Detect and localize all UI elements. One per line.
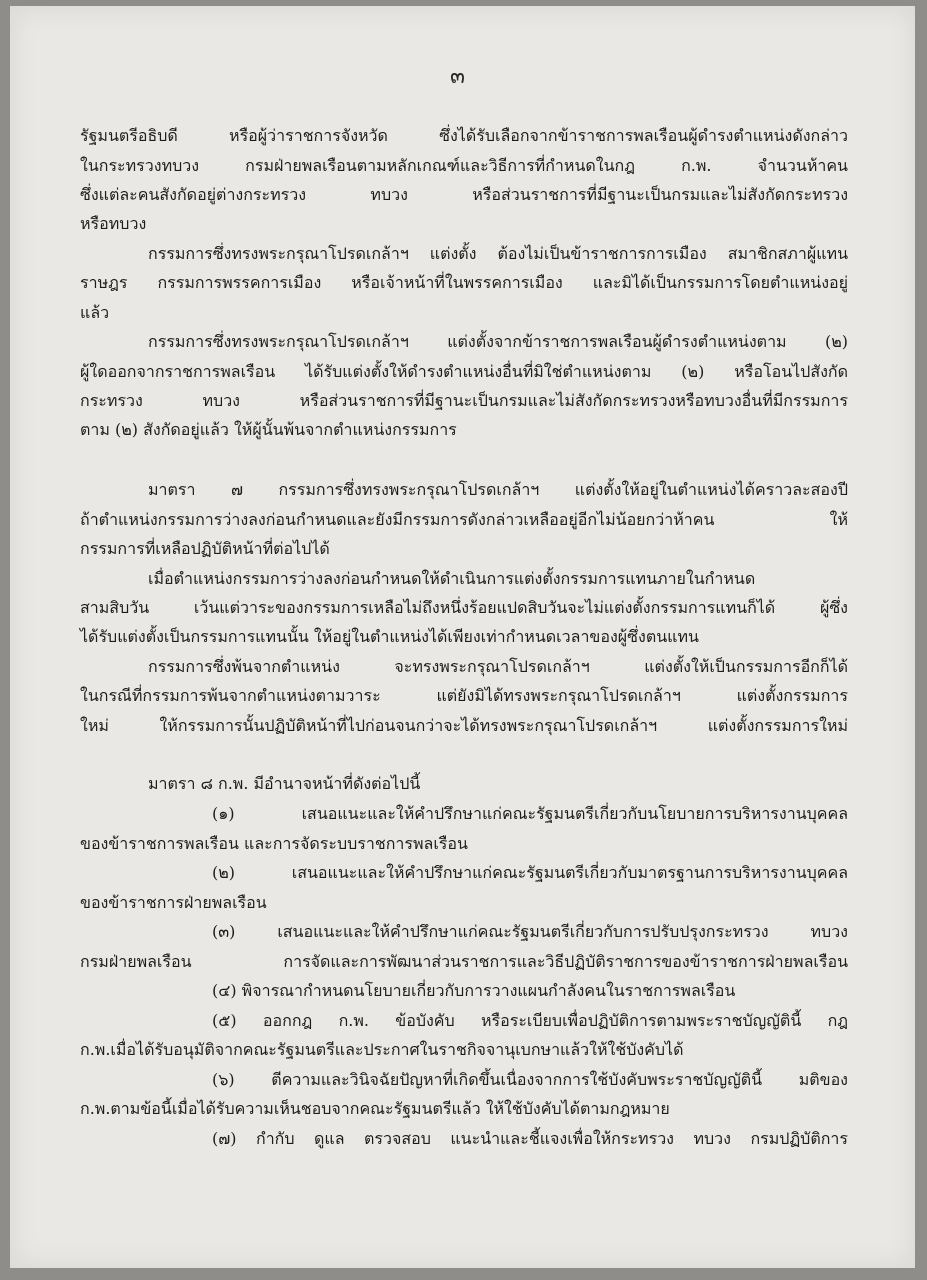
text-line: ของข้าราชการพลเรือน และการจัดระบบราชการพลเรือน bbox=[80, 834, 468, 853]
text-line: ใหม่ ให้กรรมการนั้นปฏิบัติหน้าที่ไปก่อนจนกว่าจะได้ทรงพระกรุณาโปรดเกล้าฯ แต่งตั้งกรรมการใหม่ bbox=[80, 716, 848, 735]
text-line: ตาม (๒) สังกัดอยู่แล้ว ให้ผู้นั้นพ้นจากตำแหน่งกรรมการ bbox=[80, 420, 457, 439]
text-line: หรือทบวง bbox=[80, 214, 147, 233]
text-line: กรรมการที่เหลือปฏิบัติหน้าที่ต่อไปได้ bbox=[80, 539, 330, 558]
page-number: ๓ bbox=[450, 64, 466, 89]
text-line: ในกระทรวงทบวง กรมฝ่ายพลเรือนตามหลักเกณฑ์และวิธีการที่กำหนดในกฎ ก.พ. จำนวนห้าคน bbox=[80, 156, 848, 175]
text-line: กรรมการซึ่งทรงพระกรุณาโปรดเกล้าฯ แต่งตั้งจากข้าราชการพลเรือนผู้ดำรงตำแหน่งตาม (๒) bbox=[148, 332, 848, 351]
text-line: (๖) ตีความและวินิจฉัยปัญหาที่เกิดขึ้นเนื่องจากการใช้บังคับพระราชบัญญัตินี้ มติของ bbox=[212, 1070, 848, 1089]
text-line: (๕) ออกกฎ ก.พ. ข้อบังคับ หรือระเบียบเพื่อปฏิบัติการตามพระราชบัญญัตินี้ กฎ bbox=[212, 1011, 848, 1030]
text-line: ก.พ.ตามข้อนี้เมื่อได้รับความเห็นชอบจากคณะรัฐมนตรีแล้ว ให้ใช้บังคับได้ตามกฎหมาย bbox=[80, 1099, 670, 1118]
text-line: ของข้าราชการฝ่ายพลเรือน bbox=[80, 893, 267, 912]
text-line: (๓) เสนอแนะและให้คำปรึกษาแก่คณะรัฐมนตรีเกี่ยวกับการปรับปรุงกระทรวง ทบวง bbox=[212, 922, 848, 941]
text-line: ได้รับแต่งตั้งเป็นกรรมการแทนนั้น ให้อยู่ในตำแหน่งได้เพียงเท่ากำหนดเวลาของผู้ซึ่งตนแทน bbox=[80, 627, 699, 646]
text-line: แล้ว bbox=[80, 303, 110, 322]
text-line: มาตรา ๘ ก.พ. มีอำนาจหน้าที่ดังต่อไปนี้ bbox=[148, 774, 421, 793]
text-line: มาตรา ๗ กรรมการซึ่งทรงพระกรุณาโปรดเกล้าฯ แต่งตั้งให้อยู่ในตำแหน่งได้คราวละสองปี bbox=[148, 480, 848, 499]
text-line: ซึ่งแต่ละคนสังกัดอยู่ต่างกระทรวง ทบวง หรือส่วนราชการที่มีฐานะเป็นกรมและไม่สังกัดกระทรวง bbox=[80, 185, 848, 204]
text-line: (๒) เสนอแนะและให้คำปรึกษาแก่คณะรัฐมนตรีเกี่ยวกับมาตรฐานการบริหารงานบุคคล bbox=[212, 863, 848, 882]
text-line: ก.พ.เมื่อได้รับอนุมัติจากคณะรัฐมนตรีและประกาศในราชกิจจานุเบกษาแล้วให้ใช้บังคับได้ bbox=[80, 1040, 684, 1059]
text-line: ถ้าตำแหน่งกรรมการว่างลงก่อนกำหนดและยังมีกรรมการดังกล่าวเหลืออยู่อีกไม่น้อยกว่าห้าคน ให้ bbox=[80, 510, 848, 529]
text-line: กรรมการซึ่งพ้นจากตำแหน่ง จะทรงพระกรุณาโปรดเกล้าฯ แต่งตั้งให้เป็นกรรมการอีกก็ได้ bbox=[148, 657, 848, 676]
text-line: กรรมการซึ่งทรงพระกรุณาโปรดเกล้าฯ แต่งตั้ง ต้องไม่เป็นข้าราชการการเมือง สมาชิกสภาผู้แทน bbox=[148, 244, 848, 263]
text-line: (๔) พิจารณากำหนดนโยบายเกี่ยวกับการวางแผนกำลังคนในราชการพลเรือน bbox=[212, 981, 736, 1000]
text-line: ผู้ใดออกจากราชการพลเรือน ได้รับแต่งตั้งให้ดำรงตำแหน่งอื่นที่มิใช่ตำแหน่งตาม (๒) หรือโอนไปสังกัด bbox=[80, 362, 848, 381]
text-line: ในกรณีที่กรรมการพ้นจากตำแหน่งตามวาระ แต่ยังมิได้ทรงพระกรุณาโปรดเกล้าฯ แต่งตั้งกรรมการ bbox=[80, 686, 848, 705]
document-page bbox=[10, 6, 915, 1268]
text-line: ราษฎร กรรมการพรรคการเมือง หรือเจ้าหน้าที่ในพรรคการเมือง และมิได้เป็นกรรมการโดยตำแหน่งอยู่ bbox=[80, 273, 848, 292]
text-line: (๗) กำกับ ดูแล ตรวจสอบ แนะนำและชี้แจงเพื่อให้กระทรวง ทบวง กรมปฏิบัติการ bbox=[212, 1129, 848, 1148]
text-line: เมื่อตำแหน่งกรรมการว่างลงก่อนกำหนดให้ดำเนินการแต่งตั้งกรรมการแทนภายในกำหนด bbox=[148, 569, 756, 588]
text-line: สามสิบวัน เว้นแต่วาระของกรรมการเหลือไม่ถึงหนึ่งร้อยแปดสิบวันจะไม่แต่งตั้งกรรมการแทนก็ได้ ผู้ซึ่ง bbox=[80, 598, 848, 617]
text-line: (๑) เสนอแนะและให้คำปรึกษาแก่คณะรัฐมนตรีเกี่ยวกับนโยบายการบริหารงานบุคคล bbox=[212, 804, 848, 823]
text-line: กระทรวง ทบวง หรือส่วนราชการที่มีฐานะเป็นกรมและไม่สังกัดกระทรวงหรือทบวงอื่นที่มีกรรมการ bbox=[80, 391, 848, 410]
text-line: รัฐมนตรีอธิบดี หรือผู้ว่าราชการจังหวัด ซึ่งได้รับเลือกจากข้าราชการพลเรือนผู้ดำรงตำแหน่งดังกล่าว bbox=[80, 126, 848, 145]
text-line: กรมฝ่ายพลเรือน การจัดและการพัฒนาส่วนราชการและวิธีปฏิบัติราชการของข้าราชการฝ่ายพลเรือน bbox=[80, 952, 848, 971]
